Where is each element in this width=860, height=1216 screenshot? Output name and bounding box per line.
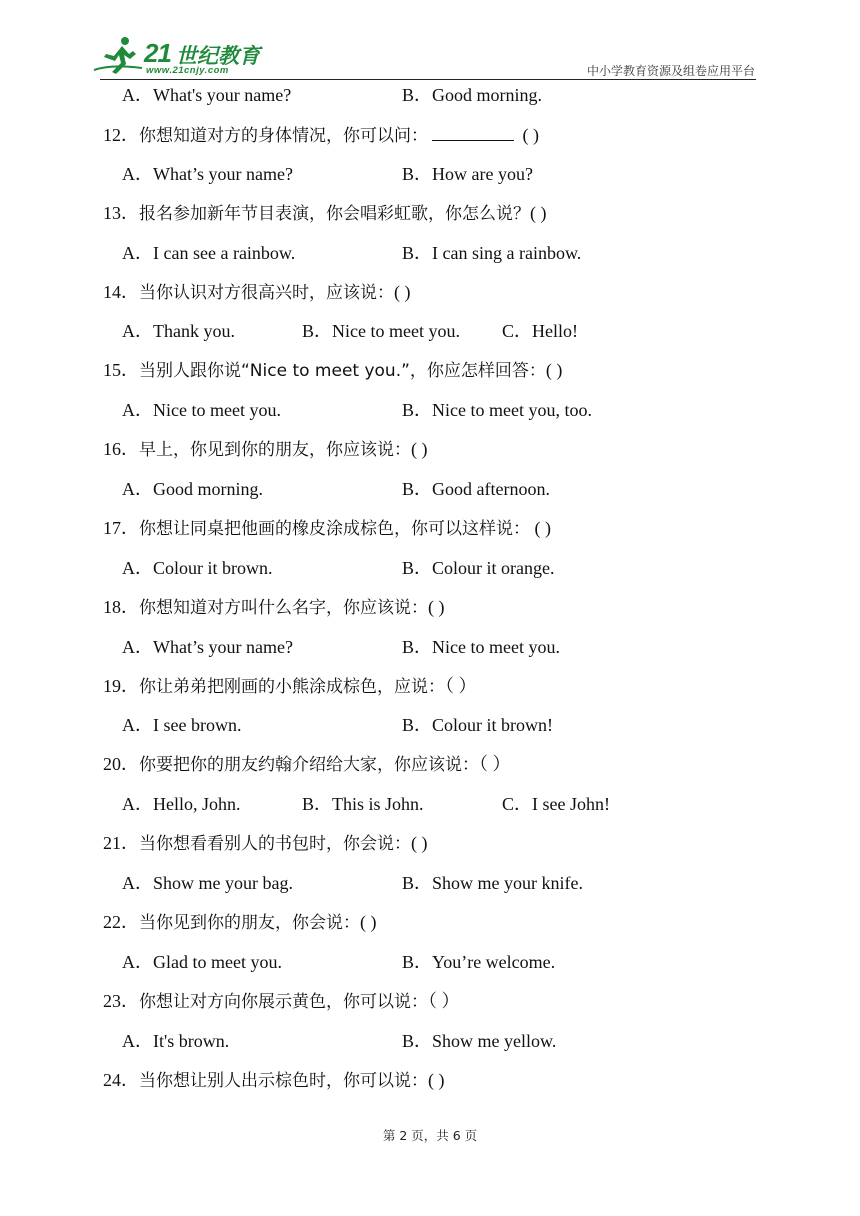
answer-blank[interactable] <box>432 123 514 141</box>
question-text: 早上，你见到你的朋友，你应该说： <box>139 440 411 461</box>
page-footer: 第 2 页，共 6 页 <box>382 1128 478 1143</box>
page-header <box>0 0 860 82</box>
question-stem <box>103 675 477 698</box>
question-number: 13． <box>103 202 139 223</box>
answer-parentheses[interactable]: ( ) <box>428 596 445 617</box>
option-c[interactable]: C．Hello! <box>502 321 578 342</box>
option-b[interactable]: B．Nice to meet you, too. <box>402 400 592 421</box>
header-divider <box>100 79 756 80</box>
option-a[interactable]: A．Thank you. <box>122 321 235 342</box>
platform-name: 中小学教育资源及组卷应用平台 <box>586 64 755 78</box>
answer-parentheses[interactable]: ( ) <box>530 518 551 538</box>
option-c[interactable]: C．I see John! <box>502 794 610 815</box>
logo-text: 世纪教育 <box>176 44 260 68</box>
question-number: 12． <box>103 125 139 145</box>
answer-parentheses[interactable]: ( ) <box>411 833 428 854</box>
question-stem <box>103 123 539 147</box>
runner-logo-icon <box>92 36 144 76</box>
option-b[interactable]: B．Colour it orange. <box>402 557 555 578</box>
answer-parentheses[interactable]: （ ） <box>428 990 460 1011</box>
option-b[interactable]: B．Colour it brown! <box>402 715 553 736</box>
answer-parentheses[interactable]: ( ) <box>518 125 539 145</box>
answer-parentheses[interactable]: ( ) <box>411 439 428 460</box>
site-logo <box>92 34 262 78</box>
question-text: 报名参加新年节目表演，你会唱彩虹歌，你怎么说？ <box>139 203 530 224</box>
question-number: 19． <box>103 675 139 696</box>
option-b[interactable]: B．Good afternoon. <box>402 479 550 499</box>
question-text: 当你想看看别人的书包时，你会说： <box>139 834 411 855</box>
option-b[interactable]: B．Show me your knife. <box>402 873 583 893</box>
option-a[interactable]: A．Show me your bag. <box>122 873 293 893</box>
question-stem <box>103 359 562 382</box>
question-text: 你想知道对方的身体情况，你可以问： <box>139 126 428 146</box>
question-text: 当你见到你的朋友，你会说： <box>139 913 360 933</box>
question-stem <box>103 753 511 776</box>
option-a[interactable]: A．Good morning. <box>122 479 263 499</box>
question-stem <box>103 517 551 540</box>
question-stem <box>103 990 460 1013</box>
option-b[interactable]: B．Good morning. <box>402 85 543 105</box>
question-stem <box>103 596 445 619</box>
question-stem <box>103 281 411 304</box>
option-b[interactable]: B．Show me yellow. <box>402 1030 557 1051</box>
question-number: 17． <box>103 518 139 538</box>
option-a[interactable]: A．Hello, John. <box>122 794 241 815</box>
logo-number: 21 <box>144 38 171 68</box>
question-text: 当别人跟你说“Nice to meet you.”，你应怎样回答： <box>139 361 546 382</box>
answer-parentheses[interactable]: ( ) <box>394 281 411 302</box>
question-number: 22． <box>103 912 139 932</box>
option-a[interactable]: A．Glad to meet you. <box>122 951 282 972</box>
question-stem <box>103 438 428 461</box>
question-stem <box>103 202 547 225</box>
option-a[interactable]: A．What’s your name? <box>122 163 293 184</box>
option-a[interactable]: A．Colour it brown. <box>122 557 273 578</box>
option-a[interactable]: A．It's brown. <box>122 1030 230 1051</box>
option-b[interactable]: B．You’re welcome. <box>402 951 556 972</box>
question-number: 24． <box>103 1069 139 1090</box>
question-stem <box>103 832 428 855</box>
question-text: 你想让同桌把他画的橡皮涂成棕色，你可以这样说： <box>139 519 530 539</box>
option-b[interactable]: B．How are you? <box>402 163 533 184</box>
option-a[interactable]: A．I see brown. <box>122 715 242 736</box>
question-number: 16． <box>103 439 139 460</box>
answer-parentheses[interactable]: ( ) <box>545 360 563 381</box>
question-number: 20． <box>103 754 139 775</box>
option-a[interactable]: A．What's your name? <box>122 85 292 105</box>
question-text: 当你想让别人出示棕色时，你可以说： <box>139 1070 428 1091</box>
option-b[interactable]: B．I can sing a rainbow. <box>402 242 582 263</box>
question-text: 你想让对方向你展示黄色，你可以说： <box>139 991 428 1012</box>
option-a[interactable]: A．I can see a rainbow. <box>122 242 296 263</box>
question-number: 14． <box>103 281 139 302</box>
option-b[interactable]: B．Nice to meet you. <box>402 636 560 657</box>
answer-parentheses[interactable]: ( ) <box>530 202 547 223</box>
question-number: 18． <box>103 596 139 617</box>
question-text: 你要把你的朋友约翰介绍给大家，你应该说： <box>139 755 479 776</box>
option-a[interactable]: A．Nice to meet you. <box>122 400 281 421</box>
question-number: 21． <box>103 833 139 854</box>
question-stem <box>103 1069 445 1092</box>
answer-parentheses[interactable]: ( ) <box>360 912 377 932</box>
question-number: 15． <box>103 360 139 381</box>
answer-parentheses[interactable]: （ ） <box>445 675 477 696</box>
question-text: 你让弟弟把刚画的小熊涂成棕色，应说： <box>139 676 445 697</box>
logo-url: www.21cnjy.com <box>146 65 229 76</box>
answer-parentheses[interactable]: ( ) <box>428 1069 445 1090</box>
option-b[interactable]: B．This is John. <box>302 794 424 815</box>
question-number: 23． <box>103 990 139 1011</box>
question-stem <box>103 911 377 934</box>
question-text: 你想知道对方叫什么名字，你应该说： <box>139 597 428 618</box>
answer-parentheses[interactable]: （ ） <box>479 754 511 775</box>
option-a[interactable]: A．What’s your name? <box>122 636 293 657</box>
question-text: 当你认识对方很高兴时，应该说： <box>139 282 394 303</box>
option-b[interactable]: B．Nice to meet you. <box>302 321 460 342</box>
